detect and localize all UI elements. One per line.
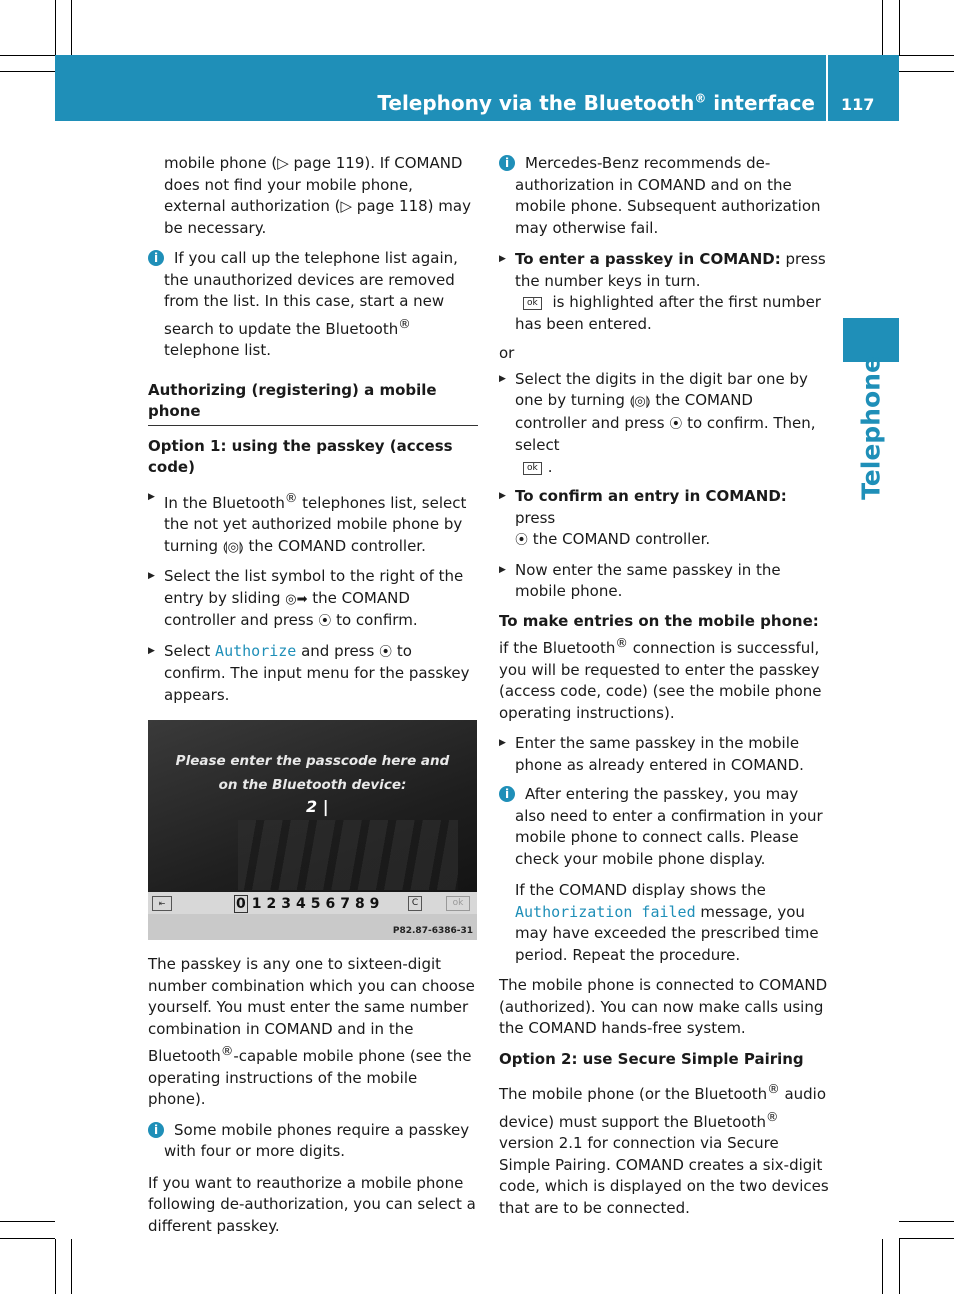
crop-mark xyxy=(55,1239,56,1294)
crop-mark xyxy=(899,1238,954,1239)
display-prompt-line1: Please enter the passcode here and xyxy=(175,753,450,769)
back-icon: ⇤ xyxy=(152,896,172,911)
side-tab-label: Telephone xyxy=(856,356,886,500)
clear-key: C xyxy=(408,896,422,911)
list-item: ▶ To enter a passkey in COMAND: press the number keys in turn. ok is highlighted after the first number has been entered. xyxy=(499,249,829,335)
section-heading: Authorizing (registering) a mobile phone xyxy=(148,380,478,426)
section-title: Telephony via the Bluetooth® interface xyxy=(377,91,815,115)
info-note: i If you call up the telephone list again, the unauthorized devices are removed from the list. In this case, start a new search to update the Bluetooth® telephone list. xyxy=(148,248,478,362)
ok-symbol: ok xyxy=(523,297,542,310)
crop-mark xyxy=(899,55,954,56)
digit-list: 0 123456789 xyxy=(236,896,385,912)
controller-press-icon: ⦿ xyxy=(379,644,393,660)
controller-press-icon: ⦿ xyxy=(318,614,332,629)
ok-key: ok xyxy=(446,896,470,911)
paragraph: or xyxy=(499,344,515,362)
subheading: Option 2: use Secure Simple Pairing xyxy=(499,1049,804,1068)
page-header xyxy=(55,55,899,121)
paragraph: The mobile phone is connected to COMAND (authorized). You can now make calls using the COMAND hands-free system. xyxy=(499,976,828,1037)
crop-mark xyxy=(0,71,55,72)
crop-mark xyxy=(899,71,954,72)
list-item: ▶ In the Bluetooth® telephones list, select the not yet authorized mobile phone by turning ⟬◎⟭ the COMAND controller. xyxy=(148,487,478,559)
crop-mark xyxy=(0,55,55,56)
crop-mark xyxy=(899,1221,954,1222)
info-note: i Some mobile phones require a passkey with four or more digits. xyxy=(148,1120,478,1163)
paragraph: mobile phone (▷ page 119). If COMAND does not find your mobile phone, external authorization (▷ page 118) may be necessary. xyxy=(164,154,471,237)
left-column xyxy=(148,153,478,1246)
crop-mark xyxy=(71,0,72,55)
display-entry: 2 | xyxy=(306,797,329,816)
info-note: i After entering the passkey, you may also need to enter a confirmation in your mobile phone to connect calls. Please check your mobile phone display. xyxy=(499,784,829,870)
crop-mark xyxy=(882,0,883,55)
comand-display-photo xyxy=(148,720,477,940)
crop-mark xyxy=(0,1238,55,1239)
paragraph: The mobile phone (or the Bluetooth® audio device) must support the Bluetooth® version 2.1 for connection via Secure Simple Pairing. COMAND creates a six-digit code, which is displayed on the two devices that are to be connected. xyxy=(499,1081,829,1217)
controller-turn-icon: ⟬◎⟭ xyxy=(222,539,244,555)
list-item: ▶ Now enter the same passkey in the mobile phone. xyxy=(499,560,829,603)
digit-bar xyxy=(148,892,477,914)
list-item: ▶ Select the digits in the digit bar one by one by turning ⟬◎⟭ the COMAND controller and press ⦿ to confirm. Then, select ok . xyxy=(499,369,829,479)
list-item: ▶ Select Authorize and press ⦿ to confirm. The input menu for the passkey appears. xyxy=(148,641,478,707)
crop-mark xyxy=(55,0,56,55)
list-item: ▶ Enter the same passkey in the mobile phone as already entered in COMAND. xyxy=(499,733,829,776)
paragraph: To make entries on the mobile phone: if the Bluetooth® connection is successful, you will be requested to enter the passkey (access code, code) (see the mobile phone operating instructions). xyxy=(499,611,822,722)
right-column xyxy=(499,153,829,1228)
display-prompt-line2: on the Bluetooth device: xyxy=(218,777,407,793)
menu-item-authorize: Authorize xyxy=(215,641,297,660)
crop-mark xyxy=(899,1239,900,1294)
ok-symbol: ok xyxy=(523,462,542,475)
info-icon: i xyxy=(499,155,515,171)
controller-press-icon: ⦿ xyxy=(515,533,529,548)
info-icon: i xyxy=(148,250,164,266)
paragraph: If the COMAND display shows the Authorization failed message, you may have exceeded the prescribed time period. Repeat the procedure. xyxy=(515,881,819,964)
keypad-background xyxy=(238,820,458,890)
image-reference-strip xyxy=(148,914,477,940)
list-item: ▶ To confirm an entry in COMAND: press ⦿ the COMAND controller. xyxy=(499,486,829,552)
crop-mark xyxy=(882,1239,883,1294)
info-note: i Mercedes-Benz recommends de-authorization in COMAND and on the mobile phone. Subsequent authorization may otherwise fail. xyxy=(499,153,829,239)
crop-mark xyxy=(899,0,900,55)
header-divider xyxy=(826,55,828,121)
page-number: 117 xyxy=(841,95,875,114)
controller-turn-icon: ⟬◎⟭ xyxy=(629,394,651,409)
crop-mark xyxy=(71,1239,72,1294)
subheading: Option 1: using the passkey (access code) xyxy=(148,436,453,476)
info-icon: i xyxy=(499,786,515,802)
message-authorization-failed: Authorization failed xyxy=(515,902,696,921)
image-reference: P82.87-6386-31 xyxy=(392,926,473,936)
controller-press-icon: ⦿ xyxy=(669,416,683,432)
paragraph: The passkey is any one to sixteen-digit number combination which you can choose yourself. You must enter the same number combination in COMAND and in the Bluetooth®-capable mobile phone (see the operating instructions of the mobile phone). xyxy=(148,955,475,1108)
controller-slide-icon: ◎➡ xyxy=(285,591,308,607)
list-item: ▶ Select the list symbol to the right of the entry by sliding ◎➡ the COMAND controller and press ⦿ to confirm. xyxy=(148,566,478,633)
info-icon: i xyxy=(148,1122,164,1138)
paragraph: If you want to reauthorize a mobile phone following de-authorization, you can select a different passkey. xyxy=(148,1173,476,1235)
crop-mark xyxy=(0,1221,55,1222)
